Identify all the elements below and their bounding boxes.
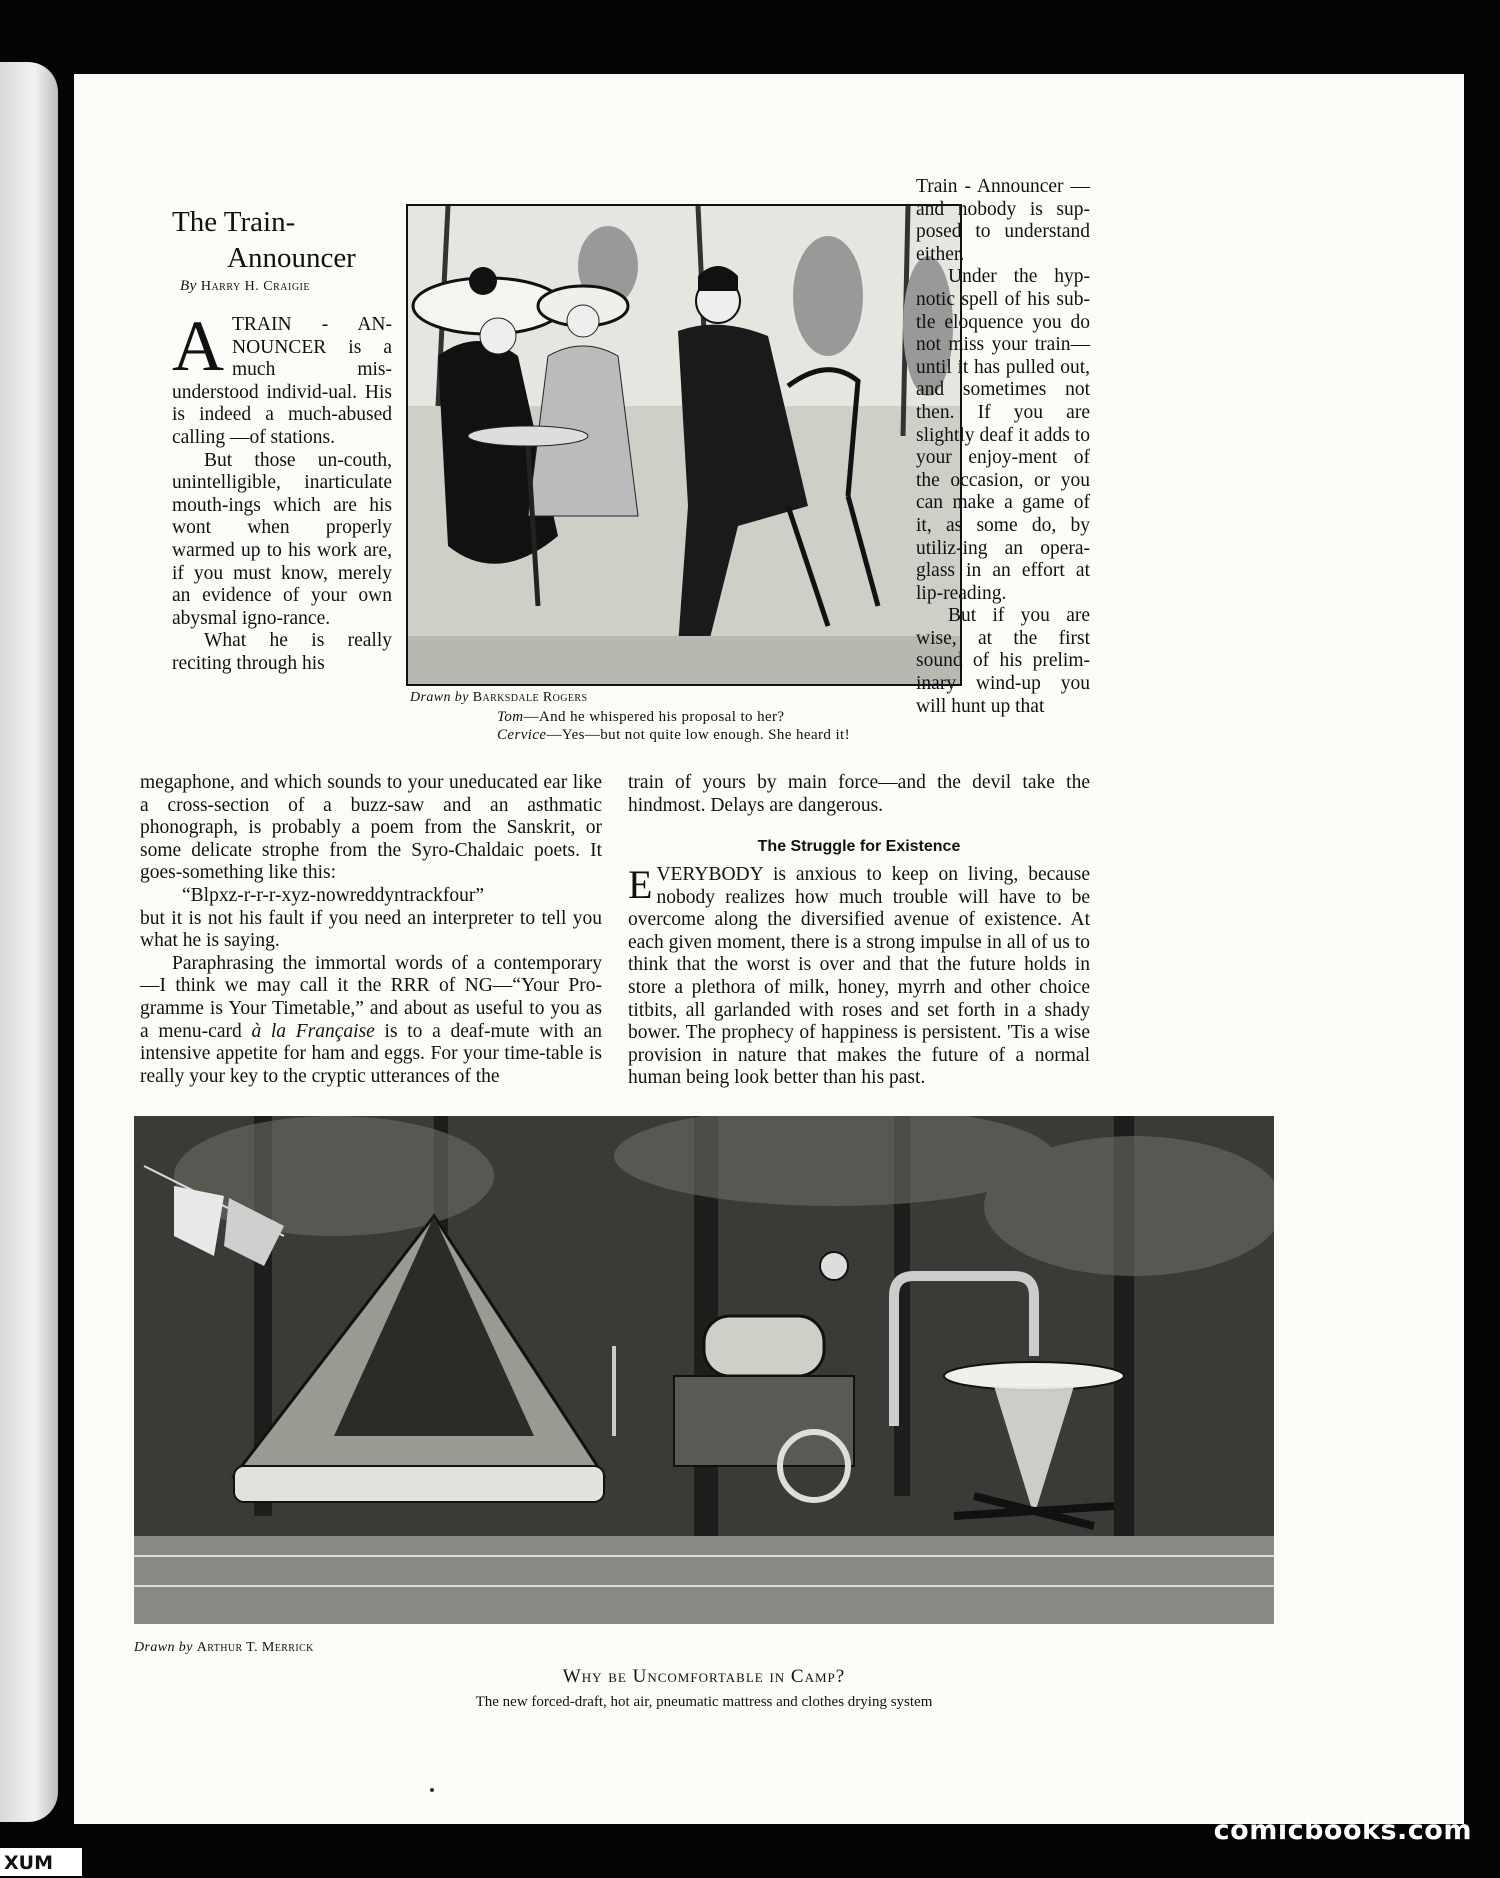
quote-line: “Blpxz-r-r-r-xyz-nowreddyntrackfour” (182, 884, 485, 906)
illustration-camp (134, 1116, 1274, 1624)
byline-prefix: By (180, 278, 197, 294)
left-column (172, 306, 392, 676)
illustration2-subtitle: The new forced-draft, hot air, pneumatic mattress and clothes drying system (475, 1694, 933, 1710)
page-speck (430, 1788, 434, 1792)
caption-line1-text: —And he whispered his proposal to her? (523, 709, 785, 725)
paragraph-5-a: Paraphrasing the immortal words of a contemporary —I think we may call it the RRR of NG—“Your Pro-gramme is Your Timetable,” and about as useful to you as a menu-card (140, 952, 602, 1042)
illustration2-credit-prefix: Drawn by (134, 1640, 193, 1655)
illustration2-title (134, 1666, 1274, 1688)
title-line1: The Train- (172, 206, 296, 238)
paragraph-3-start: What he is really reciting through his (172, 630, 392, 674)
illustration1-credit-name: Barksdale Rogers (472, 690, 588, 705)
struggle-column (628, 864, 1090, 1090)
byline (180, 278, 310, 295)
paragraph-5-italic: à la Française (251, 1020, 375, 1042)
right-paragraph-3: But if you are wise, at the first sound of his prelim-inary wind-up you will hunt up that (916, 605, 1090, 717)
caption-speaker-cervice: Cervice (497, 727, 547, 743)
section-heading: The Struggle for Existence (757, 838, 961, 855)
article-title (172, 204, 402, 276)
title-line2: Announcer (227, 242, 356, 274)
magazine-page (74, 74, 1464, 1824)
struggle-paragraph (628, 864, 1090, 1090)
right-wide-column (628, 772, 1090, 817)
camp-drawing (134, 1116, 1274, 1624)
illustration1-caption (497, 708, 850, 744)
illustration1-credit-prefix: Drawn by (410, 690, 469, 705)
tea-party-drawing (408, 206, 960, 684)
right-column (916, 176, 1090, 718)
paragraph-2: But those un-couth, unintelligible, inarticulate mouth-ings which are his wont when properly warmed up to his work are, if you must know, merely an evidence of your own abysmal igno-rance. (172, 449, 392, 629)
corner-tag: XUM (0, 1848, 82, 1876)
author-name: Harry H. Craigie (200, 279, 310, 294)
right-continuation: train of yours by main force—and the devil take the hindmost. Delays are dangerous. (628, 772, 1090, 816)
watermark: comicbooks.com (1213, 1815, 1472, 1846)
paragraph-5-b: is to a deaf-mute with an intensive appetite for ham and eggs. For your time-table is really your key to the cryptic utterances of the (140, 1020, 602, 1087)
illustration2-credit (134, 1640, 314, 1656)
left-wide-column (140, 772, 602, 1088)
illustration1-credit (410, 690, 587, 706)
caption-line-1 (497, 708, 850, 726)
paragraph-3-continued: megaphone, and which sounds to your uneducated ear like a cross-section of a buzz-saw and an asthmatic phonograph, is probably a poem from the Sanskrit, or some delicate strophe from the Syro-Chaldaic poets. It goes-something like this: (140, 772, 602, 884)
right-paragraph-1: Train - Announcer — and nobody is sup-posed to understand either. (916, 176, 1090, 265)
caption-speaker-tom: Tom (497, 709, 524, 725)
paragraph-4: but it is not his fault if you need an interpreter to tell you what he is saying. (140, 907, 602, 952)
right-paragraph-2: Under the hyp-notic spell of his sub-tle eloquence you do not miss your train— until it has pulled out, and sometimes not then. If you are slightly deaf it adds to your enjoy-ment of the occasion, or you can make a game of it, as some do, by utiliz-ing an opera-glass in an effort at lip-reading. (916, 266, 1090, 604)
left-page-edge (0, 62, 58, 1822)
illustration2-credit-name: Arthur T. Merrick (196, 1640, 314, 1655)
paragraph-1-text: TRAIN - AN-NOUNCER is a much mis-understood individ-ual. His is indeed a much-abused calling —of stations. (172, 314, 392, 448)
paragraph-1 (172, 306, 392, 450)
paragraph-5 (140, 953, 602, 1089)
drop-cap-e: E (628, 862, 653, 907)
illustration-tea-party (406, 204, 962, 686)
drop-cap-a: A (172, 306, 224, 386)
illustration2-title-text: Why be Uncomfortable in Camp? (562, 1666, 846, 1687)
caption-line2-text: —Yes—but not quite low enough. She heard it! (546, 727, 851, 743)
caption-line-2 (497, 726, 850, 744)
struggle-text: VERYBODY is anxious to keep on living, because nobody realizes how much trouble will have to be overcome along the diversified avenue of existence. At each given moment, there is a strong impulse in all of us to think that the worst is over and that the future holds in store a plethora of milk, honey, myrrh and other choice titbits, all garlanded with roses and set forth in a shady bower. The prophecy of happiness is persistent. 'Tis a wise provision in nature that makes the future of a normal human being look better than his past. (628, 864, 1090, 1089)
